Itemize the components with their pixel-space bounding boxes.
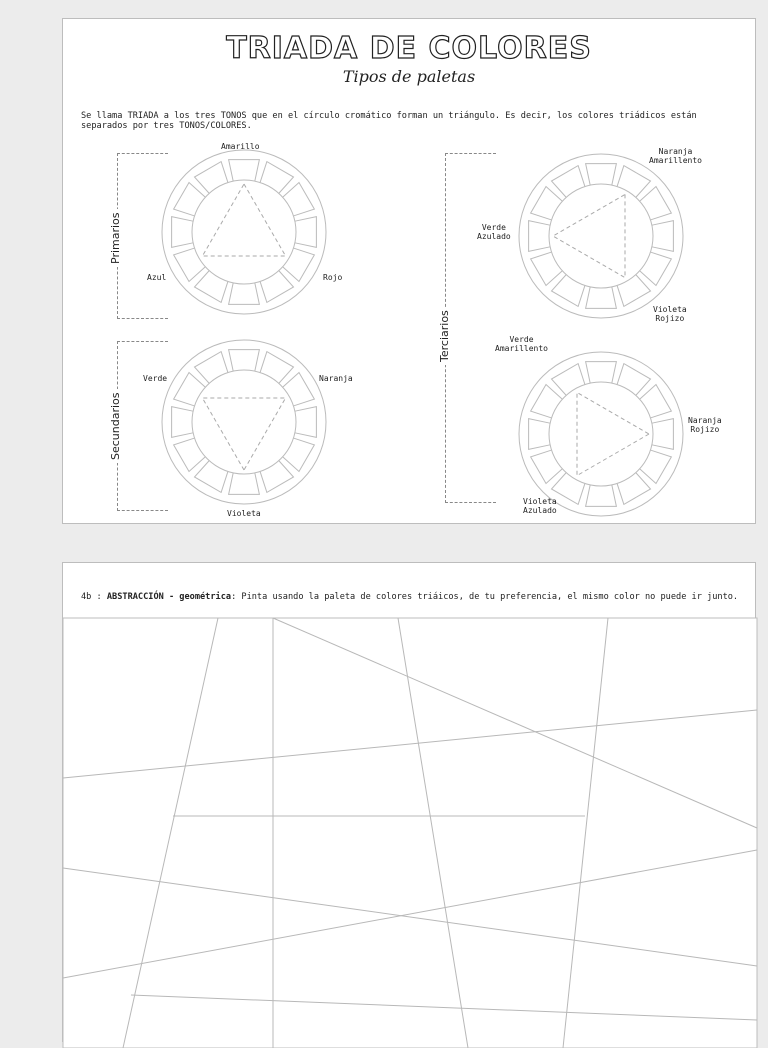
triad-triangle <box>202 184 285 256</box>
wheel-segment <box>295 217 317 248</box>
wheel-segment <box>551 275 584 307</box>
group-label-terciarios: Terciarios <box>438 307 451 365</box>
wheel-segment <box>283 248 315 281</box>
group-label-primarios: Primarios <box>109 209 122 267</box>
wheel-segment <box>174 248 206 281</box>
wheel-segment <box>531 186 563 219</box>
wheel-inner-ring <box>192 370 296 474</box>
color-wheel-primarios <box>161 149 327 315</box>
wheel-segment <box>194 461 227 493</box>
wheel-segment <box>531 252 563 285</box>
geometric-drawing-area[interactable] <box>63 618 757 1048</box>
page-title: TRIADA DE COLORES <box>226 31 592 66</box>
triad-triangle <box>553 194 625 277</box>
wheel-segment <box>640 384 672 417</box>
triad-triangle <box>202 398 285 470</box>
wheel-inner-ring <box>192 180 296 284</box>
wheel-inner-ring <box>549 184 653 288</box>
wheel-segment <box>617 275 650 307</box>
wheel-segment <box>617 166 650 198</box>
triad-worksheet-page <box>62 18 756 524</box>
wheel-outer-ring <box>519 352 683 516</box>
wheel-segment <box>194 352 227 384</box>
triad-triangle <box>577 392 649 475</box>
wheel-segment <box>529 419 551 450</box>
wheel-segment <box>640 186 672 219</box>
wheel-segment <box>652 221 674 252</box>
wheel-segment <box>551 166 584 198</box>
wheel-segment <box>174 372 206 405</box>
wheel-segment <box>531 384 563 417</box>
wheel-segment <box>586 485 617 507</box>
exercise-title: ABSTRACCIÓN - geométrica <box>106 592 232 602</box>
wheel-segment <box>551 364 584 396</box>
color-wheel-terciarios-1 <box>518 153 684 319</box>
color-wheel-terciarios-2 <box>518 351 684 517</box>
abstraction-worksheet-page <box>62 562 756 1042</box>
label-naranja: Naranja <box>319 374 353 383</box>
wheel-segment <box>295 407 317 438</box>
wheel-segment <box>174 182 206 215</box>
wheel-segment <box>260 271 293 303</box>
wheel-segment <box>229 160 260 182</box>
wheel-segment <box>586 164 617 186</box>
label-verde-amarillento: Verde Amarillento <box>495 335 548 353</box>
exercise-text: : Pinta usando la paleta de colores triáicos, de tu preferencia, el mismo color no puede ir junto. <box>231 592 739 602</box>
wheel-segment <box>652 419 674 450</box>
wheel-segment <box>283 372 315 405</box>
wheel-segment <box>229 473 260 495</box>
wheel-segment <box>531 450 563 483</box>
wheel-outer-ring <box>519 154 683 318</box>
wheel-segment <box>529 221 551 252</box>
label-azul: Azul <box>147 273 167 282</box>
wheel-segment <box>229 283 260 305</box>
label-amarillo: Amarillo <box>221 142 260 151</box>
wheel-segment <box>586 287 617 309</box>
label-violeta-azulado: Violeta Azulado <box>523 497 557 515</box>
wheel-segment <box>260 352 293 384</box>
page-subtitle: Tipos de paletas <box>342 67 476 86</box>
wheel-segment <box>283 438 315 471</box>
exercise-instruction <box>81 592 741 602</box>
group-label-secundarios: Secundarios <box>109 389 122 463</box>
wheel-segment <box>174 438 206 471</box>
wheel-segment <box>260 162 293 194</box>
exercise-number: 4b : <box>81 592 107 602</box>
wheel-segment <box>229 350 260 372</box>
wheel-segment <box>640 252 672 285</box>
label-rojo: Rojo <box>323 273 343 282</box>
wheel-segment <box>260 461 293 493</box>
label-verde-azulado: Verde Azulado <box>477 223 511 241</box>
terciarios-bracket <box>445 153 496 503</box>
wheel-segment <box>194 271 227 303</box>
wheel-segment <box>617 364 650 396</box>
wheel-outer-ring <box>162 150 326 314</box>
label-naranja-rojizo: Naranja Rojizo <box>688 416 722 434</box>
wheel-segment <box>194 162 227 194</box>
wheel-outer-ring <box>162 340 326 504</box>
wheel-segment <box>617 473 650 505</box>
label-naranja-amarillento: Naranja Amarillento <box>649 147 702 165</box>
label-verde: Verde <box>143 374 168 383</box>
label-violeta: Violeta <box>227 509 261 518</box>
wheel-inner-ring <box>549 382 653 486</box>
intro-text: Se llama TRIADA a los tres TONOS que en el círculo cromático forman un triángulo. Es decir, los colores triádicos están separados por tres TONOS/COLORES. <box>81 111 697 131</box>
wheel-segment <box>172 217 194 248</box>
wheel-segment <box>172 407 194 438</box>
wheel-segment <box>586 362 617 384</box>
wheel-segment <box>640 450 672 483</box>
label-violeta-rojizo: Violeta Rojizo <box>653 305 687 323</box>
color-wheel-secundarios <box>161 339 327 505</box>
wheel-segment <box>283 182 315 215</box>
